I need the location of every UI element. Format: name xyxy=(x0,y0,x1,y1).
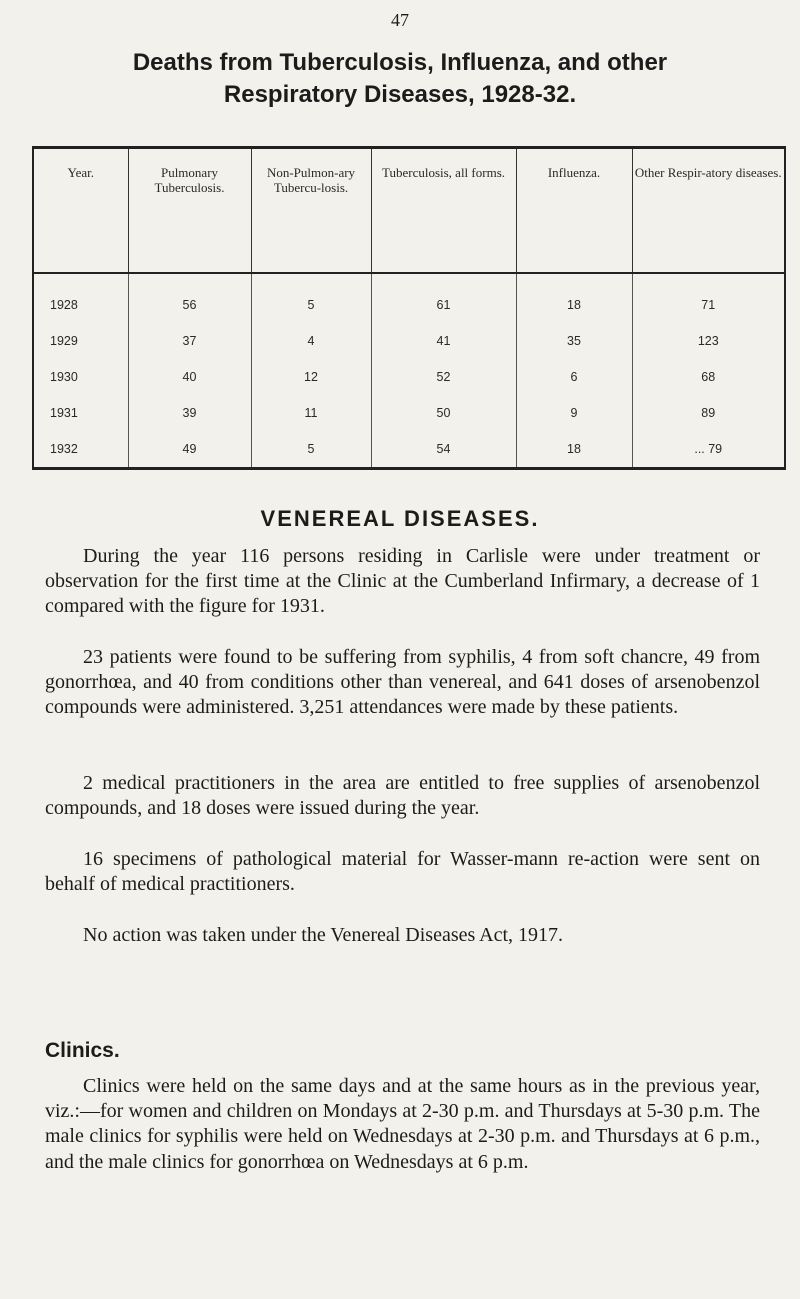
venereal-paragraph-5: No action was taken under the Venereal Diseases Act, 1917. xyxy=(83,924,564,946)
cell-other-respiratory: ... 79 xyxy=(632,431,785,469)
cell-influenza: 18 xyxy=(516,431,632,469)
header-other-respiratory: Other Respir-atory diseases. xyxy=(632,148,785,274)
venereal-diseases-heading: VENEREAL DISEASES. xyxy=(260,506,540,531)
table-row xyxy=(33,273,785,323)
cell-all-forms: 50 xyxy=(371,395,516,431)
cell-non-pulmonary: 11 xyxy=(251,395,371,431)
cell-year: 1930 xyxy=(33,359,128,395)
cell-non-pulmonary: 5 xyxy=(251,431,371,469)
venereal-paragraph-1: During the year 116 persons residing in Carlisle were under treatment or observation for the first time at the Clinic at the Cumberland Infirmary, a decrease of 1 compared with the figure for 1931. xyxy=(45,545,760,618)
cell-influenza: 6 xyxy=(516,359,632,395)
table-row xyxy=(33,431,785,469)
header-pulmonary-tuberculosis: Pulmonary Tuberculosis. xyxy=(128,148,251,274)
clinics-heading: Clinics. xyxy=(45,1039,120,1062)
header-influenza: Influenza. xyxy=(516,148,632,274)
cell-other-respiratory: 71 xyxy=(632,273,785,323)
cell-pulmonary: 37 xyxy=(128,323,251,359)
cell-year: 1932 xyxy=(33,431,128,469)
venereal-paragraph-3: 2 medical practitioners in the area are entitled to free supplies of arsenobenzol compounds, and 18 doses were issued during the year. xyxy=(45,772,760,820)
cell-other-respiratory: 89 xyxy=(632,395,785,431)
cell-other-respiratory: 123 xyxy=(632,323,785,359)
cell-all-forms: 61 xyxy=(371,273,516,323)
mortality-table xyxy=(32,146,786,470)
cell-non-pulmonary: 12 xyxy=(251,359,371,395)
venereal-paragraph-4: 16 specimens of pathological material for Wasser-mann re-action were sent on behalf of medical practitioners. xyxy=(45,848,760,896)
header-tuberculosis-all-forms: Tuberculosis, all forms. xyxy=(371,148,516,274)
cell-pulmonary: 39 xyxy=(128,395,251,431)
page-title xyxy=(60,47,740,111)
table-row xyxy=(33,359,785,395)
header-non-pulmonary-tuberculosis: Non-Pulmon-ary Tubercu-losis. xyxy=(251,148,371,274)
title-line-2: Respiratory Diseases, 1928-32. xyxy=(223,81,577,108)
cell-pulmonary: 40 xyxy=(128,359,251,395)
cell-pulmonary: 49 xyxy=(128,431,251,469)
cell-all-forms: 41 xyxy=(371,323,516,359)
cell-influenza: 18 xyxy=(516,273,632,323)
cell-year: 1929 xyxy=(33,323,128,359)
cell-non-pulmonary: 4 xyxy=(251,323,371,359)
title-line-1: Deaths from Tuberculosis, Influenza, and other xyxy=(132,49,668,76)
cell-influenza: 9 xyxy=(516,395,632,431)
cell-non-pulmonary: 5 xyxy=(251,273,371,323)
cell-year: 1931 xyxy=(33,395,128,431)
table-header-row xyxy=(33,148,785,274)
table-row xyxy=(33,395,785,431)
cell-other-respiratory: 68 xyxy=(632,359,785,395)
page-number: 47 xyxy=(391,10,409,30)
venereal-paragraph-2: 23 patients were found to be suffering from syphilis, 4 from soft chancre, 49 from gonorrhœa, and 40 from conditions other than venereal, and 641 doses of arsenobenzol compounds were administered. 3,251 attendances were made by these patients. xyxy=(45,646,760,719)
cell-all-forms: 54 xyxy=(371,431,516,469)
table-row xyxy=(33,323,785,359)
cell-all-forms: 52 xyxy=(371,359,516,395)
cell-pulmonary: 56 xyxy=(128,273,251,323)
cell-year: 1928 xyxy=(33,273,128,323)
header-year: Year. xyxy=(33,148,128,274)
cell-influenza: 35 xyxy=(516,323,632,359)
clinics-paragraph: Clinics were held on the same days and at the same hours as in the previous year, viz.:—for women and children on Mondays at 2-30 p.m. and Thursdays at 5-30 p.m. The male clinics for syphilis were held on Wednesdays at 2-30 p.m. and Thursdays at 6 p.m., and the male clinics for gonorrhœa on Wednesdays at 6 p.m. xyxy=(45,1075,760,1173)
